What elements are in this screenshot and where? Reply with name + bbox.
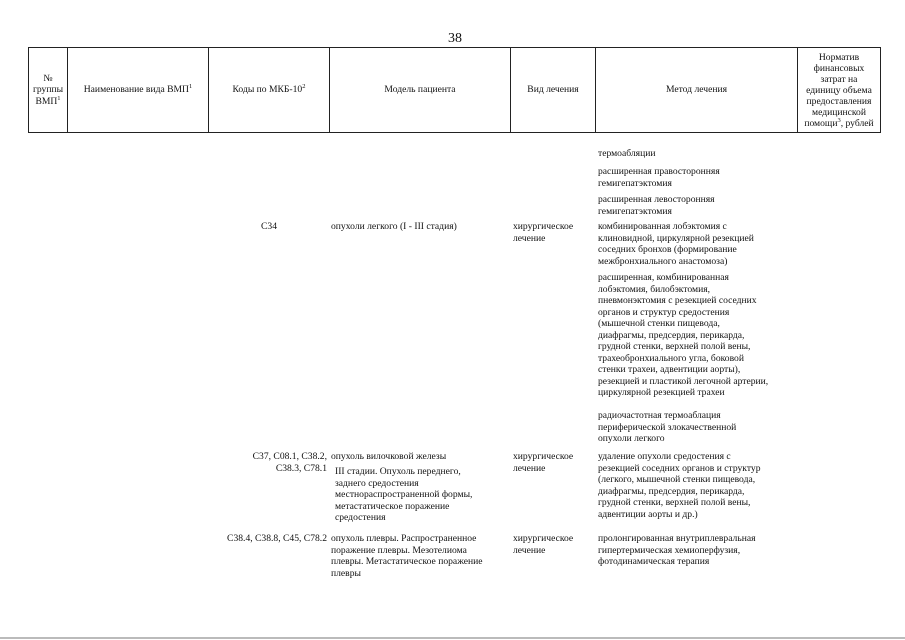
header-treatment-type: Вид лечения <box>527 84 579 96</box>
patient-model-detail: III стадии. Опухоль переднего, заднего средостения местнораспространенной формы, метастатическое поражение средостения <box>335 466 473 523</box>
patient-model: опухоли легкого (I - III стадия) <box>331 221 457 232</box>
method-item: термоабляции <box>598 148 656 159</box>
header-bottom-rule <box>28 132 880 133</box>
patient-model: опухоль плевры. Распространенное поражение плевры. Мезотелиома плевры. Метастатическое поражение плевры <box>331 533 483 579</box>
method-item: удаление опухоли средостения с резекцией соседних органов и структур (легкого, мышечной стенки пищевода, диафрагмы, предсердия, перикарда, грудной стенки, верхней полой вены, адвентиции аорты и др.) <box>598 451 761 520</box>
header-cost-standard: Норматив финансовых затрат на единицу объема предоставления медицинской помощи$^3$, рублей <box>804 51 874 129</box>
icd-codes: C38.4, C38.8, C45, C78.2 <box>227 533 327 544</box>
method-item: расширенная правосторонняя гемигепатэктомия <box>598 166 720 189</box>
column-divider <box>880 47 881 133</box>
patient-model-title: опухоль вилочковой железы <box>331 451 447 462</box>
header-icd-codes: Коды по МКБ-$10^2$ <box>232 83 306 96</box>
treatment-type: хирургическое лечение <box>513 533 574 556</box>
page-bottom-edge <box>0 637 905 639</box>
treatment-type: хирургическое лечение <box>513 221 574 244</box>
header-group-number: № группы ВМП$^1$ <box>32 72 64 107</box>
page-number: 38 <box>448 31 462 46</box>
header-vmp-name: Наименование вида ВМП$^1$ <box>83 83 193 96</box>
method-item: радиочастотная термоаблация периферической злокачественной опухоли легкого <box>598 410 737 444</box>
method-item: комбинированная лобэктомия с клиновидной, циркулярной резекцией соседних бронхов (формирование межбронхиального анастомоза) <box>598 221 754 267</box>
icd-codes: C37, C08.1, C38.2, C38.3, C78.1 <box>252 451 327 474</box>
method-item: пролонгированная внутриплевральная гипертермическая хемиоперфузия, фотодинамическая терапия <box>598 533 756 567</box>
header-patient-model: Модель пациента <box>384 84 456 96</box>
icd-code: C34 <box>261 221 277 232</box>
method-item: расширенная, комбинированная лобэктомия, билобэктомия, пневмонэктомия с резекцией соседних органов и структур средостения (мышечной стенки пищевода, диафрагмы, предсердия, перикарда, грудной стенки, верхней полой вены, трахеобронхиального угла, боковой стенки трахеи, адвентиции аорты), резекцией и пластикой легочной артерии, циркулярной резекцией трахеи <box>598 272 769 398</box>
header-treatment-method: Метод лечения <box>665 84 728 96</box>
treatment-type: хирургическое лечение <box>513 451 574 474</box>
method-item: расширенная левосторонняя гемигепатэктомия <box>598 194 715 217</box>
